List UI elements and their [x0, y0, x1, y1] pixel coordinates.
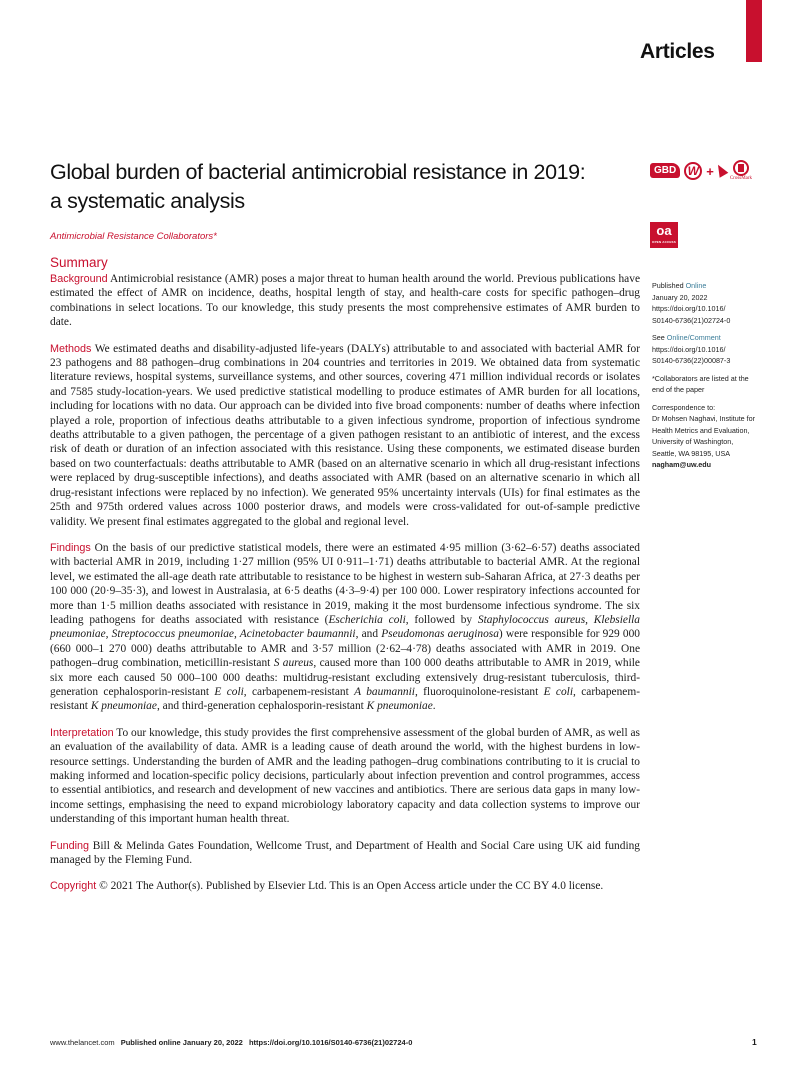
comment-doi-link[interactable]: https://doi.org/10.1016/ [652, 344, 726, 354]
crossmark-label: CrossMark [729, 176, 753, 181]
abstract-copyright [50, 879, 640, 893]
findings-text: , fluoroquinolone-resistant [414, 685, 544, 698]
title-line-1: Global burden of bacterial antimicrobial resistance in 2019: [50, 160, 586, 184]
crossmark-circle-icon [733, 160, 749, 176]
correspondence-email[interactable]: nagham@uw.edu [652, 460, 712, 469]
findings-text: , caused more than 100 000 deaths attributable to AMR in 2019, while six more each caused 50 000–100 000 deaths: multidrug-resistant excluding extensively drug-resistant tuberculosis, third-generation cephalosporin-resistant [50, 657, 640, 698]
open-access-badge [650, 222, 678, 248]
see-prefix: See [652, 333, 667, 342]
background-label: Background [50, 273, 108, 285]
summary-heading: Summary [50, 255, 108, 270]
article-title [50, 158, 630, 216]
abstract-methods [50, 342, 640, 529]
findings-species: E coli [543, 685, 574, 698]
collab-note-line: *Collaborators are listed at the [652, 373, 749, 383]
correspondence-line: Dr Mohsen Naghavi, Institute for [652, 414, 756, 423]
findings-text: . [432, 700, 436, 713]
oa-sub-label: OPEN ACCESS [652, 240, 676, 244]
doi-link-cont[interactable]: S0140-6736(21)02724-0 [652, 315, 731, 325]
online-link[interactable]: Online [685, 281, 707, 290]
findings-text: , and third-generation cephalosporin-resistant [156, 700, 367, 713]
published-info [652, 280, 797, 326]
correspondence [652, 402, 797, 471]
plus-icon: + [706, 164, 714, 179]
abstract [50, 272, 640, 906]
plus-cursor-icon[interactable] [706, 164, 726, 177]
abstract-interpretation [50, 726, 640, 827]
findings-species: E coli [214, 685, 244, 698]
interpretation-label: Interpretation [50, 726, 114, 739]
interpretation-text: To our knowledge, this study provides the first comprehensive assessment of the global burden of AMR, as well as an evaluation of the availability of data. AMR is a leading cause of death around the world, with the highest burdens in low-resource settings. Understanding the burden of AMR and the leading pathogen–drug combinations contributing to it is crucial to making informed and location-specific policy decisions, particularly about infection prevention and control programmes, access to essential antibiotics, and research and development of new vaccines and antibiotics. There are serious data gaps in many low-income settings, emphasising the need to expand microbiology laboratory capacity and data collection systems to improve our understanding of this important human health threat. [50, 726, 640, 826]
findings-species: S aureus [273, 657, 314, 670]
gbd-badge[interactable]: GBD [650, 163, 680, 178]
abstract-findings [50, 541, 640, 714]
findings-species: K pneumoniae [90, 700, 157, 713]
findings-text: , carbapenem-resistant [50, 685, 641, 713]
correspondence-line: Health Metrics and Evaluation, [652, 425, 750, 435]
findings-text: , followed by [405, 613, 478, 626]
footer-site-link[interactable]: www.thelancet.com [50, 1038, 115, 1047]
correspondence-label: Correspondence to: [652, 402, 716, 412]
published-date: January 20, 2022 [652, 292, 708, 302]
findings-text: , and [355, 628, 382, 641]
page-number: 1 [752, 1037, 757, 1047]
correspondence-line: University of Washington, [652, 437, 734, 446]
background-text: Antimicrobial resistance (AMR) poses a major threat to human health around the world. Previous publications have estimated the effect of AMR on incidence, deaths, hospital length of stay, and health-care costs for specific pathogen–drug combinations in select locations. To our knowledge, this study presents the most comprehensive estimates of AMR burden to date. [50, 273, 640, 329]
w-icon[interactable]: W [684, 162, 702, 180]
copyright-text: © 2021 The Author(s). Published by Elsevier Ltd. This is an Open Access article under the CC BY 4.0 license. [96, 880, 604, 893]
copyright-label: Copyright [50, 880, 97, 893]
findings-label: Findings [50, 541, 91, 554]
footer [50, 1038, 412, 1047]
cursor-icon [713, 162, 728, 177]
footer-published: Published online January 20, 2022 [120, 1038, 243, 1047]
collab-note-line: end of the paper [652, 385, 705, 394]
findings-species: Pseudomonas aeruginosa [381, 628, 499, 641]
crossmark-icon[interactable] [730, 160, 752, 181]
title-line-2: a systematic analysis [50, 189, 245, 213]
badge-row [650, 160, 752, 181]
comment-doi-link-cont[interactable]: S0140-6736(22)00087-3 [652, 356, 731, 365]
comment-link[interactable]: Online/Comment [666, 333, 721, 342]
oa-label: oa [656, 223, 672, 238]
section-label: Articles [640, 40, 715, 63]
funding-label: Funding [50, 839, 90, 852]
findings-text: ) were responsible for 929 000 (660 000–1 270 000) deaths attributable to AMR and 3·57 million (2·62–4·78) deaths associated with AMR in 2019. One pathogen–drug combination, meticillin-resistant [50, 628, 640, 670]
footer-doi-link[interactable]: https://doi.org/10.1016/S0140-6736(21)02724-0 [248, 1038, 413, 1047]
doi-link[interactable]: https://doi.org/10.1016/ [652, 304, 726, 313]
accent-bar [746, 0, 762, 62]
abstract-background [50, 272, 640, 330]
methods-label: Methods [50, 342, 92, 355]
findings-species: K pneumoniae [366, 700, 433, 713]
findings-text: , carbapenem-resistant [243, 685, 355, 698]
findings-species: Staphylococcus aureus, Klebsiella pneumoniae, Streptococcus pneumoniae, Acinetobacter baumannii [50, 613, 640, 641]
findings-text: On the basis of our predictive statistical models, there were an estimated 4·95 million (3·62–6·57) deaths associated with bacterial AMR in 2019, including 1·27 million (95% UI 0·911–1·71) deaths attributable to bacterial AMR. At the regional level, we estimated the all-age death rate attributable to resistance to be highest in western sub-Saharan Africa, at 27·3 deaths per 100 000 (20·9–35·3), and lowest in Australasia, at 6·5 deaths (4·3–9·4) per 100 000. Lower respiratory infections accounted for more than 1·5 million deaths associated with resistance in 2019, making it the most burdensome infectious syndrome. The six leading pathogens for deaths associated with resistance ( [50, 541, 640, 626]
findings-species: A baumannii [354, 685, 415, 698]
findings-species: Escherichia coli [328, 613, 406, 626]
authors[interactable]: Antimicrobial Resistance Collaborators* [50, 231, 217, 242]
funding-text: Bill & Melinda Gates Foundation, Wellcome Trust, and Department of Health and Social Care using UK aid funding managed by the Fleming Fund. [50, 839, 640, 867]
correspondence-line: Seattle, WA 98195, USA [652, 448, 731, 458]
collaborators-note [652, 373, 797, 396]
methods-text: We estimated deaths and disability-adjusted life-years (DALYs) attributable to and associated with bacterial AMR for 23 pathogens and 88 pathogen–drug combinations in 204 countries and territories in 2019. We obtained data from systematic literature reviews, hospital systems, surveillance systems, and other sources, covering 471 million individual records or isolates and 7585 study-location-years. We used predictive statistical modelling to produce estimates of AMR burden for all locations, including for locations with no data. Our approach can be divided into five broad components: number of deaths where infection played a role, proportion of infectious deaths attributable to a given infectious syndrome, proportion of infectious syndrome deaths attributable to a given pathogen, the percentage of a given pathogen resistant to an antibiotic of interest, and the excess risk of death or duration of an infection associated with this resistance. Using these components, we estimated disease burden based on two counterfactuals: deaths attributable to AMR (based on an alternative scenario in which all drug-resistant infections were replaced by drug-susceptible infections), and deaths associated with AMR (based on an alternative scenario in which all drug-resistant infections were replaced by no infection). We generated 95% uncertainty intervals (UIs) for final estimates as the 25th and 975th ordered values across 1000 posterior draws, and models were cross-validated for out-of-sample predictive validity. We present final estimates aggregated to the global and regional level. [50, 342, 640, 528]
published-prefix: Published [652, 281, 686, 290]
abstract-funding [50, 839, 640, 868]
see-comment [652, 332, 797, 367]
sidebar [652, 280, 797, 477]
